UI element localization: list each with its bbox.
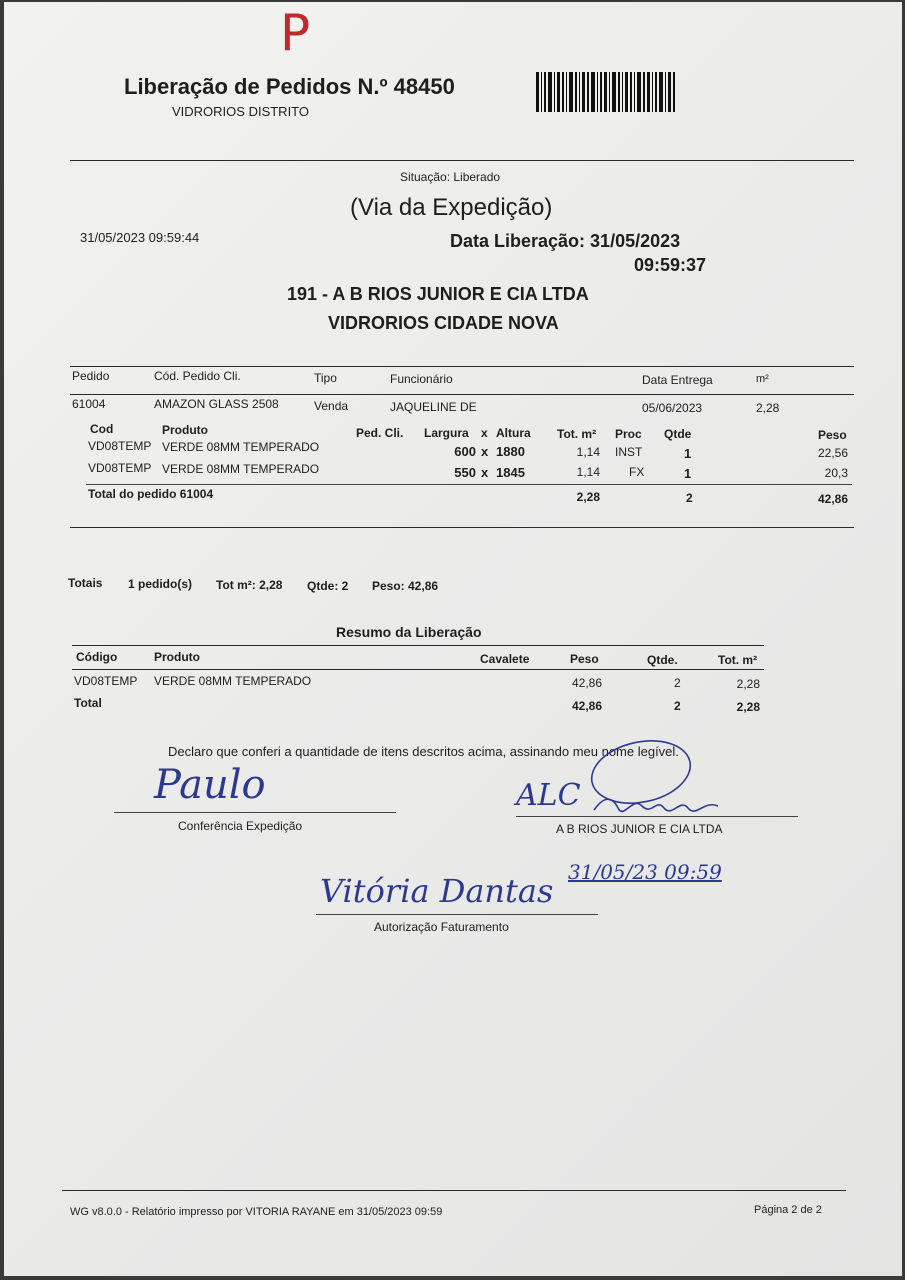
totais-pedidos: 1 pedido(s)	[128, 577, 193, 591]
item-cod: VD08TEMP	[88, 439, 152, 453]
release-date: Data Liberação: 31/05/2023	[450, 231, 681, 251]
item-proc: FX	[629, 465, 645, 479]
document-page	[4, 2, 902, 1276]
item-x: x	[481, 465, 489, 480]
resumo-produto: VERDE 08MM TEMPERADO	[154, 674, 312, 688]
item-col-qtde: Qtde	[664, 427, 692, 441]
item-col-largura: Largura	[424, 426, 469, 440]
order-tipo: Venda	[314, 399, 349, 413]
page-number: Página 2 de 2	[754, 1204, 822, 1216]
status-text: Situação: Liberado	[400, 170, 501, 184]
col-data-entrega: Data Entrega	[642, 373, 713, 387]
item-produto: VERDE 08MM TEMPERADO	[162, 462, 320, 476]
resumo-peso: 42,86	[571, 676, 602, 690]
item-qtde: 1	[684, 446, 692, 461]
order-total-m2: 2,28	[576, 490, 600, 504]
item-col-proc: Proc	[615, 427, 642, 441]
col-funcionario: Funcionário	[390, 372, 453, 386]
resumo-total-peso: 42,86	[571, 699, 602, 713]
footer-left: WG v8.0.0 - Relatório impresso por VITORIA RAYANE em 31/05/2023 09:59	[70, 1206, 443, 1218]
col-cod-pedido-cli: Cód. Pedido Cli.	[154, 369, 241, 383]
item-col-peso: Peso	[818, 428, 847, 442]
release-time: 09:59:37	[634, 255, 707, 275]
resumo-total-qtde: 2	[674, 699, 681, 713]
conferencia-label: Conferência Expedição	[178, 819, 303, 833]
resumo-codigo: VD08TEMP	[74, 674, 138, 688]
totais-label: Totais	[68, 576, 103, 590]
resumo-tot-m2: 2,28	[736, 677, 760, 691]
resumo-title: Resumo da Liberação	[336, 624, 482, 640]
col-tipo: Tipo	[314, 371, 337, 385]
order-cod-pedido-cli: AMAZON GLASS 2508	[154, 397, 279, 411]
client-signature: ALC	[516, 778, 581, 813]
item-qtde: 1	[684, 466, 692, 481]
autorizacao-label: Autorização Faturamento	[374, 920, 509, 934]
resumo-col-qtde: Qtde.	[647, 653, 678, 667]
item-tot-m2: 1,14	[576, 465, 600, 479]
item-altura: 1845	[496, 465, 525, 480]
totais-qtde: Qtde: 2	[307, 579, 349, 593]
client-name: 191 - A B RIOS JUNIOR E CIA LTDA	[287, 284, 589, 304]
via-title: (Via da Expedição)	[350, 194, 553, 221]
item-proc: INST	[615, 445, 643, 459]
resumo-qtde: 2	[674, 676, 681, 690]
item-largura: 600	[454, 444, 476, 459]
conferencia-signature: Paulo	[154, 762, 266, 808]
client-signature-label: A B RIOS JUNIOR E CIA LTDA	[556, 822, 723, 836]
order-total-label: Total do pedido 61004	[88, 487, 214, 501]
item-col-x: x	[481, 426, 488, 440]
company-name: VIDRORIOS DISTRITO	[172, 104, 309, 119]
handwritten-mark: P	[280, 4, 311, 62]
totais-peso: Peso: 42,86	[372, 579, 439, 593]
barcode-icon	[536, 72, 676, 112]
item-largura: 550	[454, 465, 476, 480]
order-data-entrega: 05/06/2023	[642, 401, 703, 415]
item-col-cod: Cod	[90, 422, 114, 436]
resumo-col-codigo: Código	[76, 650, 118, 664]
resumo-total-tot-m2: 2,28	[736, 700, 760, 714]
resumo-col-cavalete: Cavalete	[480, 652, 530, 666]
col-m2: m²	[756, 373, 769, 385]
order-pedido: 61004	[72, 397, 106, 411]
order-total-qtde: 2	[686, 491, 693, 505]
declaration-text: Declaro que conferi a quantidade de itens descritos acima, assinando meu nome legível.	[168, 744, 679, 759]
document-title: Liberação de Pedidos N.º 48450	[124, 74, 455, 99]
item-col-produto: Produto	[162, 423, 208, 437]
client-store: VIDRORIOS CIDADE NOVA	[328, 313, 559, 333]
item-altura: 1880	[496, 444, 525, 459]
item-cod: VD08TEMP	[88, 461, 152, 475]
item-col-ped-cli: Ped. Cli.	[356, 426, 404, 440]
totais-m2: Tot m²: 2,28	[216, 578, 283, 592]
item-produto: VERDE 08MM TEMPERADO	[162, 440, 320, 454]
signature-scribble-icon	[592, 792, 722, 816]
item-tot-m2: 1,14	[576, 445, 600, 459]
col-pedido: Pedido	[72, 369, 110, 383]
resumo-col-tot-m2: Tot. m²	[718, 653, 758, 667]
autorizacao-signature: Vitória Dantas	[320, 872, 554, 910]
order-funcionario: JAQUELINE DE	[390, 400, 477, 414]
resumo-col-produto: Produto	[154, 650, 200, 664]
item-col-altura: Altura	[496, 426, 531, 440]
item-peso: 20,3	[824, 466, 848, 480]
print-datetime: 31/05/2023 09:59:44	[80, 230, 200, 245]
item-x: x	[481, 444, 489, 459]
item-col-tot-m2: Tot. m²	[557, 427, 597, 441]
order-m2: 2,28	[756, 401, 780, 415]
order-total-peso: 42,86	[817, 492, 848, 506]
resumo-col-peso: Peso	[570, 652, 599, 666]
handwritten-datetime: 31/05/23 09:59	[568, 860, 722, 884]
item-peso: 22,56	[817, 446, 848, 460]
resumo-total-label: Total	[74, 696, 102, 710]
